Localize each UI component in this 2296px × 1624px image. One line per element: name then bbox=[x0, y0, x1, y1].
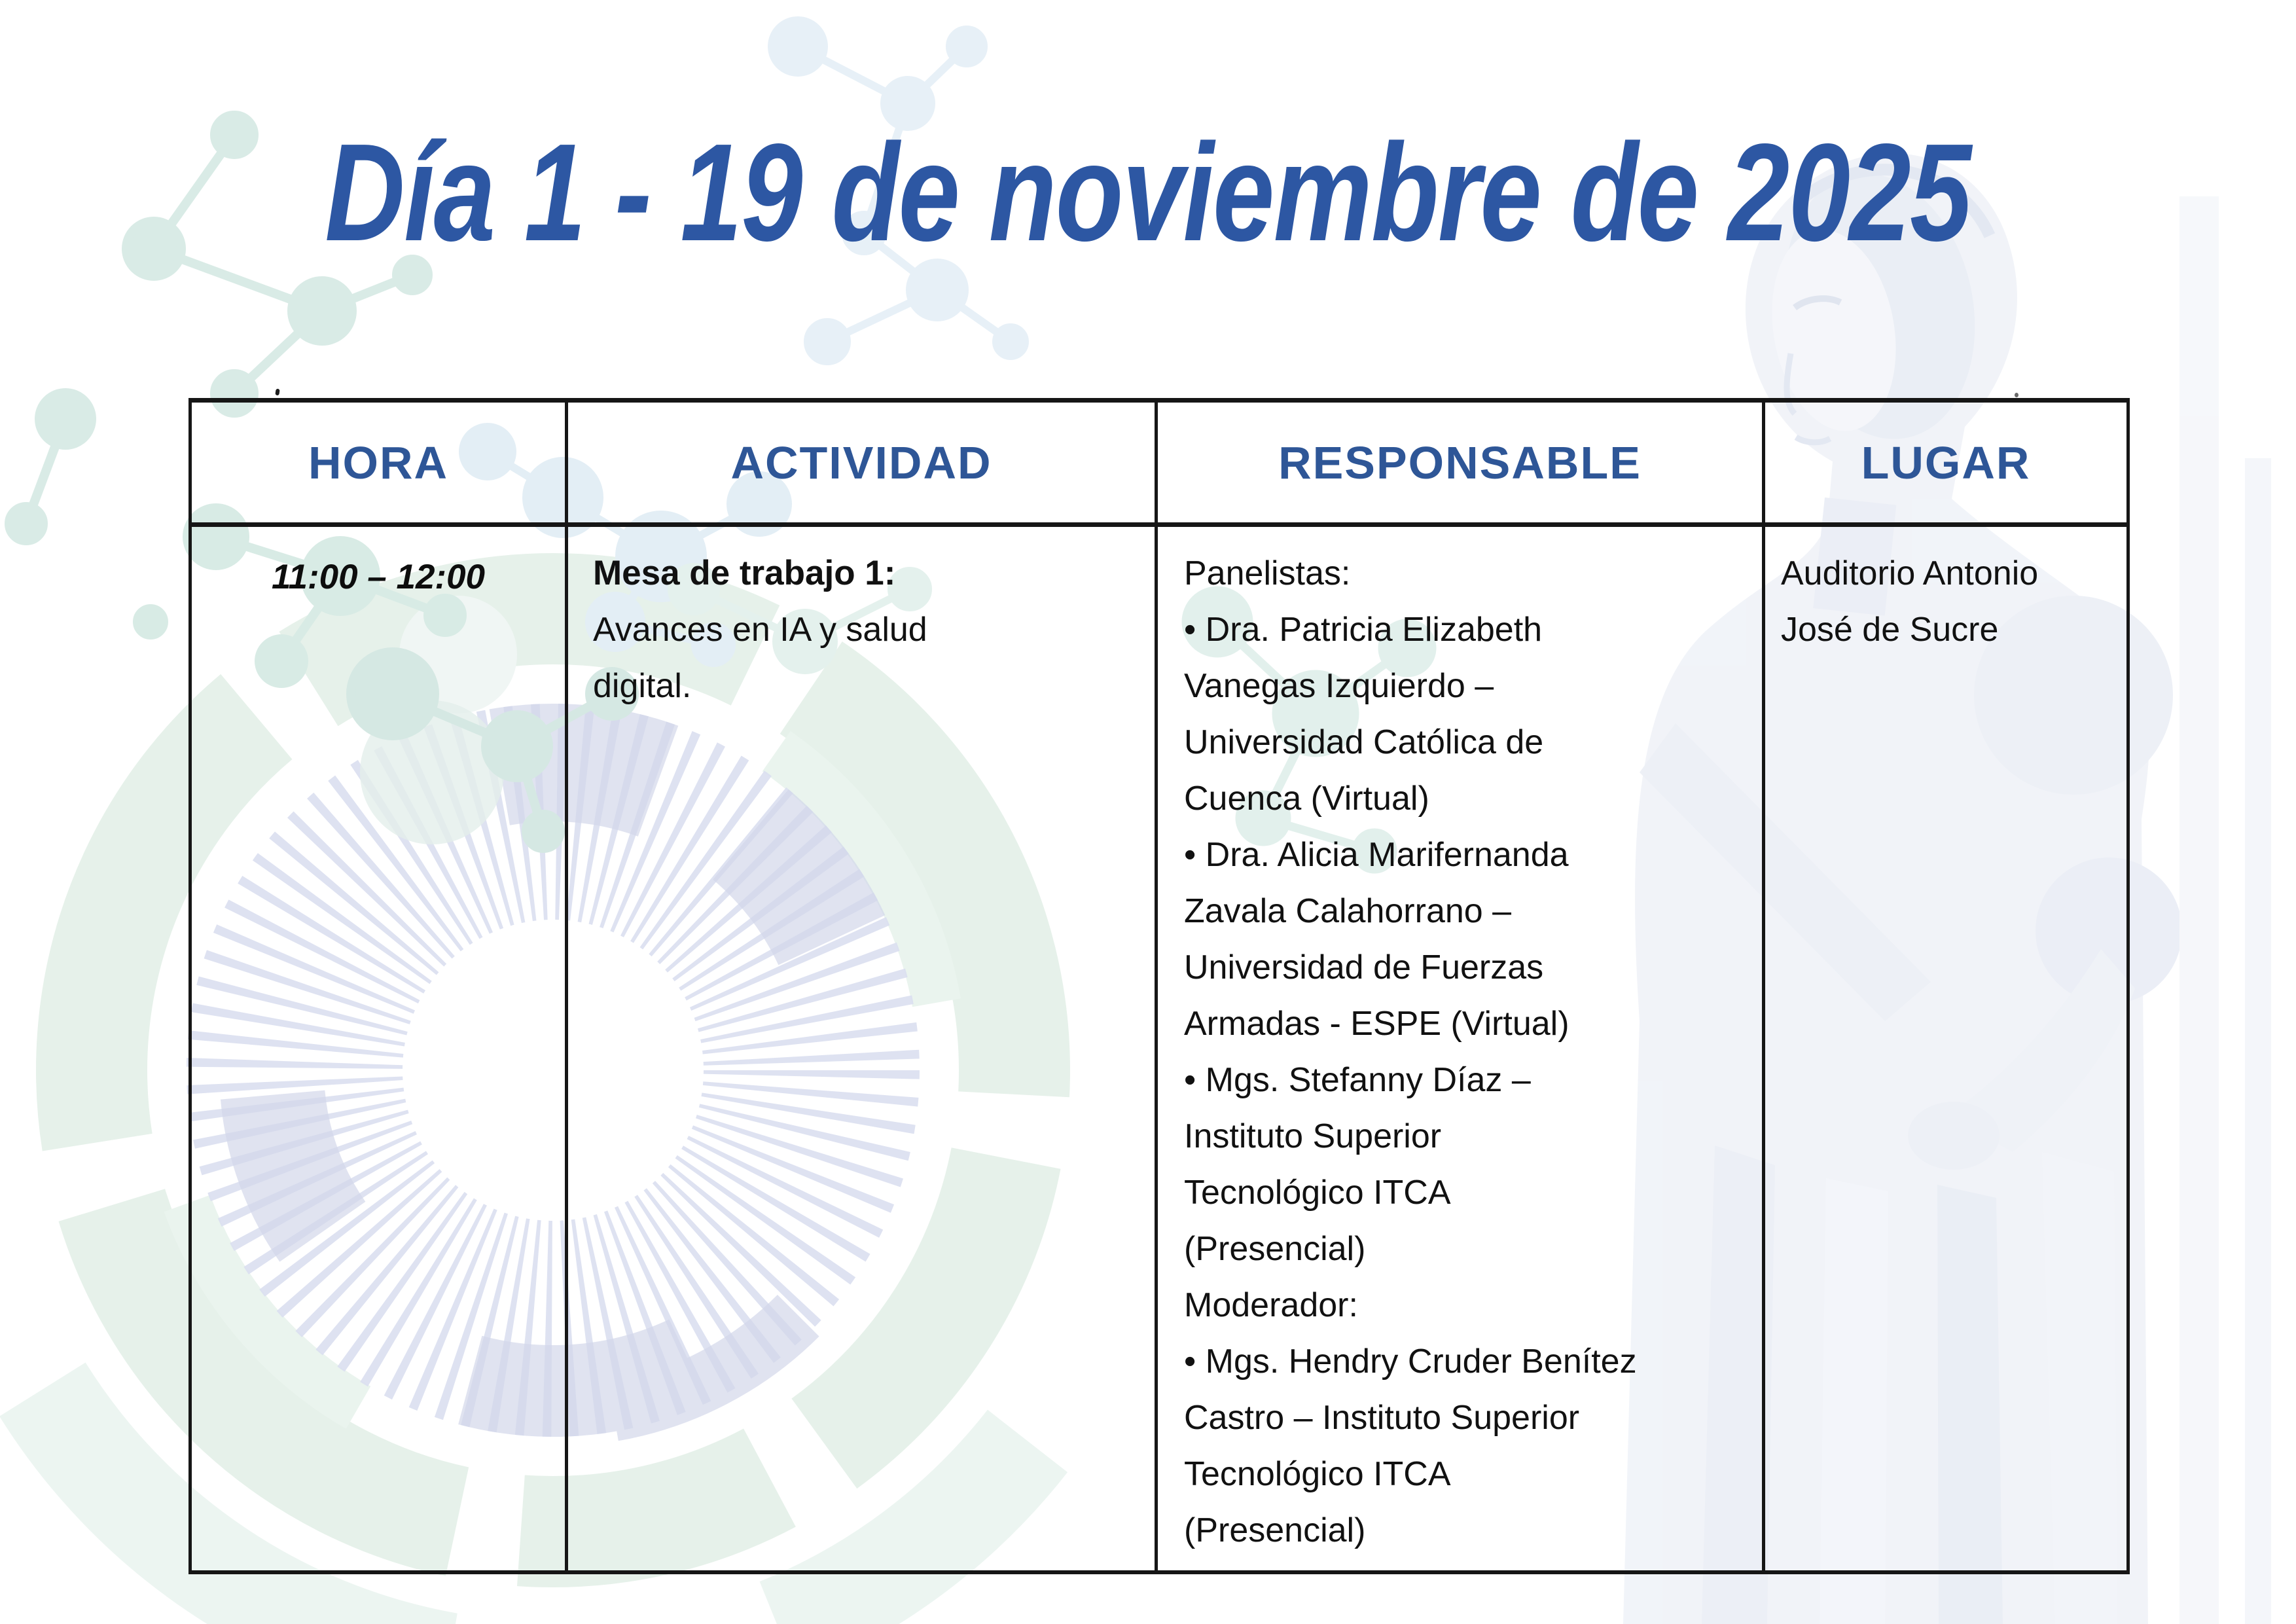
text-line: Armadas - ESPE (Virtual) bbox=[1184, 1005, 1570, 1043]
page-title-text: Día 1 - 19 de noviembre de 2025 bbox=[325, 115, 1971, 270]
header-actividad bbox=[568, 403, 1158, 527]
header-responsable-label: RESPONSABLE bbox=[1278, 437, 1641, 488]
text-line: • Dra. Alicia Marifernanda bbox=[1184, 836, 1569, 874]
text-line: • Mgs. Hendry Cruder Benítez bbox=[1184, 1343, 1637, 1380]
hora-cell bbox=[192, 527, 568, 1570]
text-line: Moderador: bbox=[1184, 1286, 1358, 1324]
text-line: Panelistas: bbox=[1184, 554, 1351, 592]
header-hora bbox=[192, 403, 568, 527]
text-line: Instituto Superior bbox=[1184, 1117, 1442, 1155]
text-line: • Mgs. Stefanny Díaz – bbox=[1184, 1061, 1531, 1099]
header-actividad-label: ACTIVIDAD bbox=[730, 437, 992, 488]
text-line: Castro – Instituto Superior bbox=[1184, 1399, 1580, 1437]
text-line: Tecnológico ITCA bbox=[1184, 1455, 1451, 1493]
actividad-description bbox=[593, 602, 1130, 714]
actividad-title: Mesa de trabajo 1: bbox=[593, 554, 896, 592]
text-line: Universidad de Fuerzas bbox=[1184, 948, 1544, 986]
text-line: (Presencial) bbox=[1184, 1511, 1366, 1549]
text-line: Auditorio Antonio bbox=[1781, 554, 2039, 592]
text-line: Avances en IA y salud bbox=[593, 611, 927, 649]
text-line: Cuenca (Virtual) bbox=[1184, 780, 1429, 818]
lugar-text bbox=[1781, 545, 2115, 658]
text-line: • Dra. Patricia Elizabeth bbox=[1184, 611, 1543, 649]
page-title bbox=[0, 113, 2296, 309]
text-line: Tecnológico ITCA bbox=[1184, 1174, 1451, 1212]
text-line: Vanegas Izquierdo – bbox=[1184, 667, 1494, 705]
text-line: (Presencial) bbox=[1184, 1230, 1366, 1268]
lugar-cell bbox=[1765, 527, 2126, 1570]
responsable-cell bbox=[1158, 527, 1765, 1570]
scan-speck-right bbox=[2015, 393, 2018, 397]
text-line: digital. bbox=[593, 667, 692, 705]
header-lugar bbox=[1765, 403, 2126, 527]
actividad-cell bbox=[568, 527, 1158, 1570]
schedule-table bbox=[188, 398, 2130, 1574]
text-line: Zavala Calahorrano – bbox=[1184, 892, 1512, 930]
text-line: Universidad Católica de bbox=[1184, 723, 1544, 761]
header-responsable bbox=[1158, 403, 1765, 527]
header-lugar-label: LUGAR bbox=[1861, 437, 2031, 488]
hora-value: 11:00 – 12:00 bbox=[271, 558, 486, 596]
text-line: José de Sucre bbox=[1781, 611, 1999, 649]
header-hora-label: HORA bbox=[308, 437, 449, 488]
responsable-text bbox=[1184, 545, 1738, 1559]
